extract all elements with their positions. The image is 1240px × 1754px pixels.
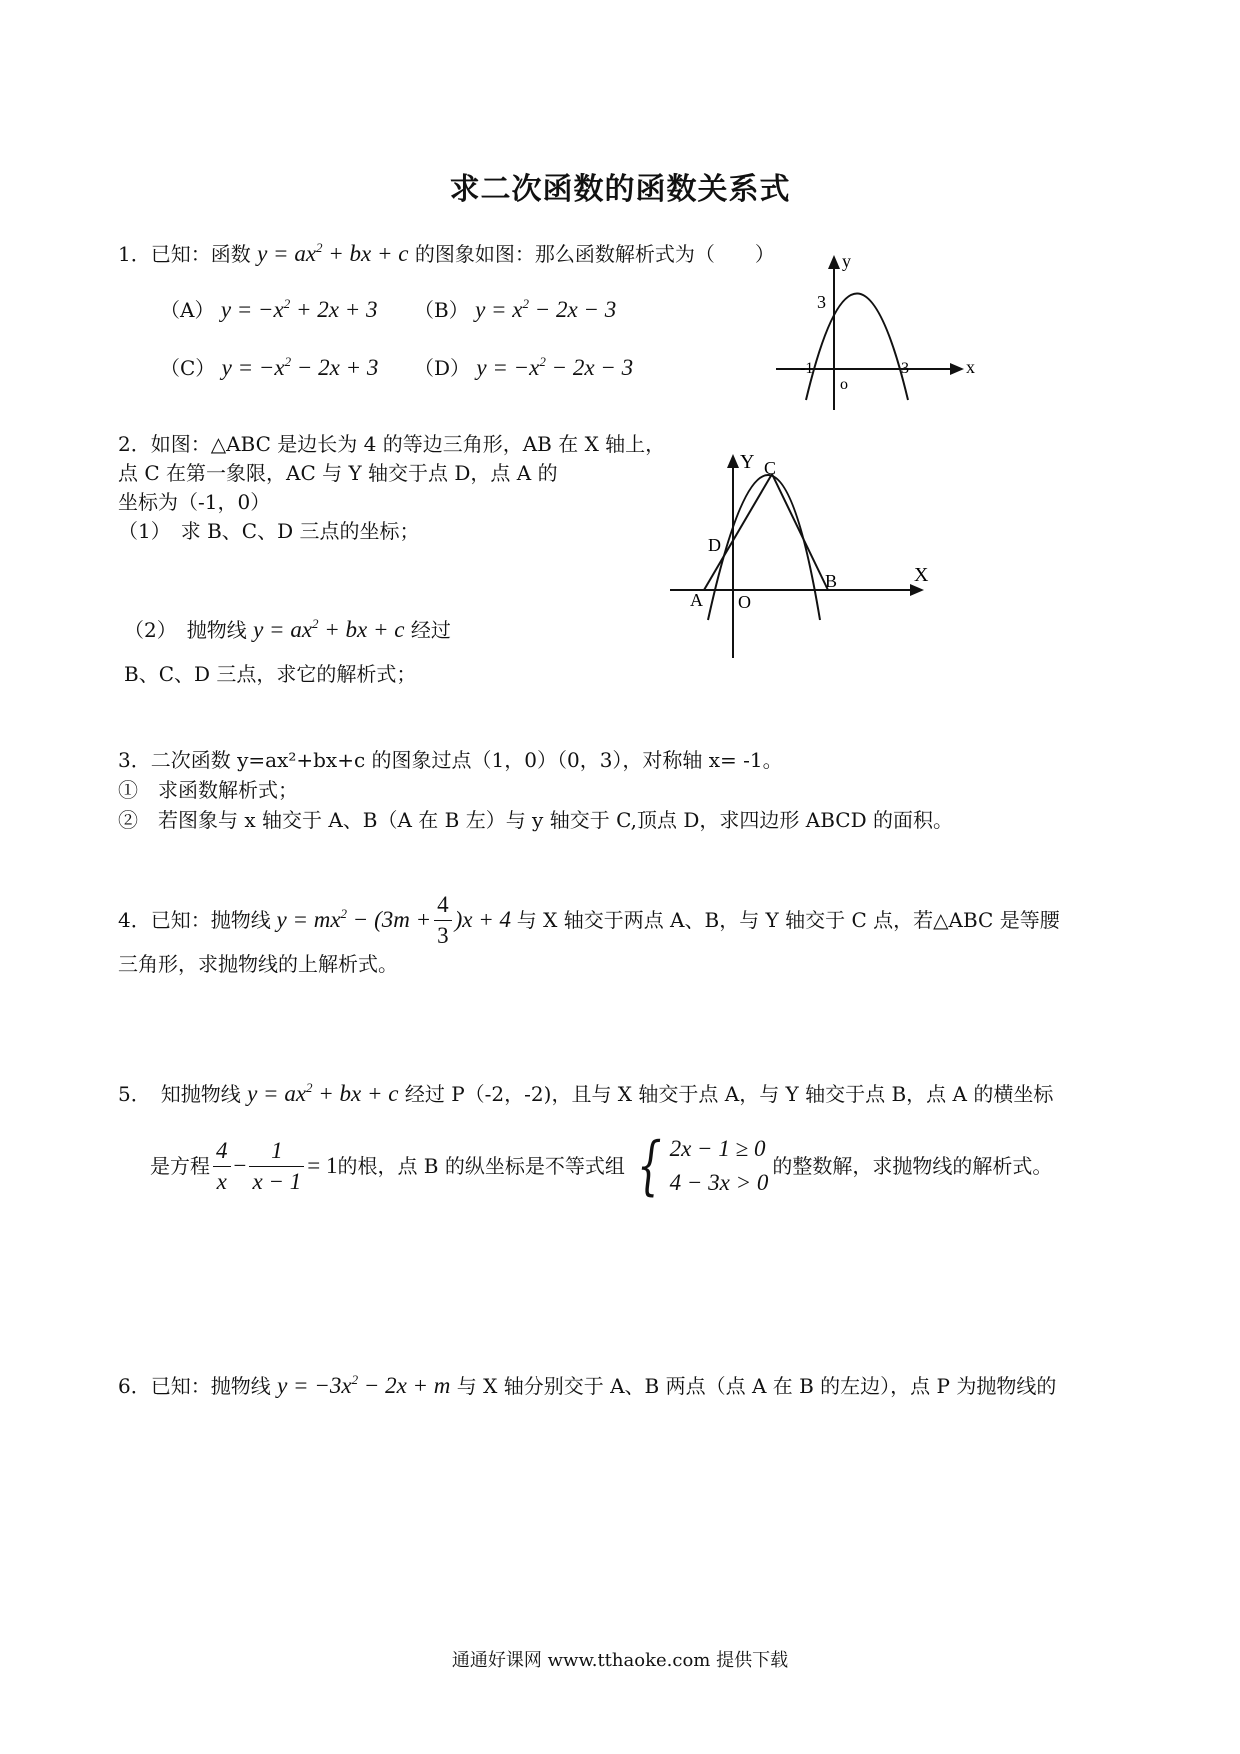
point-c-label: C [764, 458, 777, 478]
point-d-label: D [708, 535, 721, 555]
q1-stem [118, 240, 775, 268]
q5-brace: { [637, 1129, 662, 1203]
point-b-label: B [825, 571, 838, 591]
q6-stem [118, 1372, 1056, 1400]
q1-option-d [414, 354, 633, 382]
q2-part1: （1） 求 B、C、D 三点的坐标； [118, 519, 420, 543]
q2-triangle-parabola-graph [660, 448, 950, 668]
q4-suffix: 与 X 轴交于两点 A、B，与 Y 轴交于 C 点，若△ABC 是等腰 [516, 908, 1060, 932]
parabola-curve [708, 475, 820, 620]
q6-formula: $y = -3x^2 - 2x + m$ [277, 1372, 451, 1398]
q1-parabola-graph [760, 245, 1000, 415]
side-ac [704, 474, 772, 590]
q5-line2-suffix: 的整数解，求抛物线的解析式。 [772, 1154, 1053, 1178]
option-label: （D） [414, 356, 471, 380]
q5-fraction-2 [249, 1136, 304, 1197]
option-label: （B） [414, 298, 469, 322]
q5-formula: $y = ax^2$ + bx + c [247, 1080, 399, 1106]
q5-ineq2: 4 − 3x > 0 [669, 1170, 769, 1195]
q2-line1: 2．如图：△ABC 是边长为 4 的等边三角形，AB 在 X 轴上， [118, 432, 666, 456]
q1-formula: $y = ax^2$ + bx + c [257, 240, 409, 266]
q5-suffix: 经过 P（-2，-2)，且与 X 轴交于点 A，与 Y 轴交于点 B，点 A 的横坐标 [404, 1082, 1054, 1106]
q2-part2-prefix: （2） 抛物线 [124, 618, 247, 642]
option-label: （A） [160, 298, 215, 322]
option-label: （C） [160, 356, 216, 380]
x-axis-label: x [966, 357, 975, 377]
q1-option-b [414, 296, 616, 324]
q3-item1: ① 求函数解析式； [118, 778, 298, 802]
page-title: 求二次函数的函数关系式 [449, 172, 791, 207]
q2-line2: 点 C 在第一象限，AC 与 Y 轴交于点 D，点 A 的 [118, 461, 558, 485]
tick-label-3-x: 3 [901, 360, 909, 377]
tick-label-neg1: -1 [800, 360, 814, 377]
q2-part2-suffix: 经过 [410, 618, 451, 642]
q4-formula-left: $y = mx^2 - (3m$ + [270, 906, 432, 932]
q4-formula-right: )x + 4 [454, 907, 517, 932]
q5-line2 [150, 1128, 1052, 1204]
q4-prefix: 4．已知：抛物线 [118, 908, 271, 932]
q2-line3: 坐标为（-1，0） [118, 490, 271, 514]
q5-frac1-num: 4 [213, 1136, 231, 1167]
q2-part2 [124, 616, 451, 644]
q5-stem [118, 1080, 1053, 1108]
q5-equals: = 1 [307, 1153, 338, 1178]
point-a-label: A [690, 590, 703, 610]
page-footer: 通通好课网 www.tthaoke.com 提供下载 [451, 1650, 789, 1671]
q2-part2-line2: B、C、D 三点，求它的解析式； [124, 662, 417, 686]
origin-label: o [840, 376, 848, 393]
q1-option-a [160, 296, 378, 324]
q1-intro: 1．已知：函数 [118, 242, 251, 266]
y-axis-arrow [727, 454, 739, 468]
x-axis-arrow [950, 363, 964, 375]
origin-label: O [738, 592, 751, 612]
y-axis-label: Y [740, 451, 755, 473]
q5-frac2-num: 1 [249, 1136, 304, 1167]
q5-fraction-1 [213, 1136, 231, 1197]
q2-part2-formula: $y = ax^2$ + bx + c [253, 616, 405, 642]
q5-mid: 的根，点 B 的纵坐标是不等式组 [337, 1154, 625, 1178]
q1-after: 的图象如图：那么函数解析式为（ ） [414, 242, 775, 266]
q5-minus: − [233, 1153, 247, 1178]
q5-frac2-den: x − 1 [252, 1168, 302, 1194]
q5-ineq1: 2x − 1 ≥ 0 [669, 1136, 766, 1161]
option-expr: $y = -x^2 + 2x + 3$ [220, 296, 378, 322]
option-expr: $y = -x^2 - 2x + 3$ [221, 354, 379, 380]
x-axis-label: X [914, 564, 929, 586]
y-axis-label: y [842, 251, 851, 271]
q3-line1: 3．二次函数 y=ax²+bx+c 的图象过点（1，0）（0，3），对称轴 x= -1。 [118, 748, 783, 772]
q6-prefix: 6．已知：抛物线 [118, 1374, 271, 1398]
q4-frac-den: 3 [437, 922, 449, 948]
q3-item2: ② 若图象与 x 轴交于 A、B（A 在 B 左）与 y 轴交于 C,顶点 D，求四边形 ABCD 的面积。 [118, 808, 953, 832]
y-axis-arrow [828, 255, 840, 269]
option-expr: $y = x^2 - 2x - 3$ [475, 296, 617, 322]
option-expr: $y = -x^2 - 2x - 3$ [476, 354, 634, 380]
q4-frac-num: 4 [434, 890, 452, 921]
q5-frac1-den: x [216, 1168, 227, 1194]
side-bc [772, 474, 828, 590]
q4-stem [118, 890, 1060, 950]
q1-option-c [160, 354, 378, 382]
q6-suffix: 与 X 轴分别交于 A、B 两点（点 A 在 B 的左边），点 P 为抛物线的 [456, 1374, 1057, 1398]
q5-inequality-system [629, 1129, 769, 1203]
q5-prefix: 5． 知抛物线 [118, 1082, 241, 1106]
q4-fraction [434, 890, 452, 951]
tick-label-3-y: 3 [817, 292, 826, 312]
q5-line2-prefix: 是方程 [150, 1154, 210, 1178]
q4-line2: 三角形，求抛物线的上解析式。 [118, 952, 398, 976]
